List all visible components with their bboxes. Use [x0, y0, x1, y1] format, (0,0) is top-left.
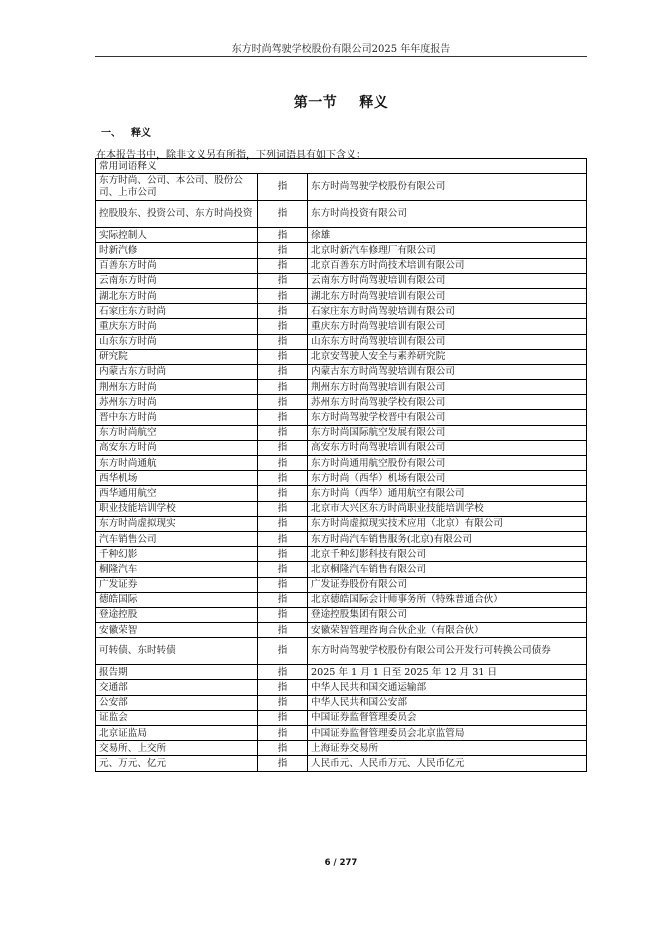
section-label: 第一节: [293, 95, 338, 111]
definition-cell: 东方时尚通用航空股份有限公司: [308, 456, 587, 471]
definition-cell: 北京百善东方时尚技术培训有限公司: [308, 258, 587, 273]
subheading-number: 一、: [101, 128, 121, 139]
definition-cell: 苏州东方时尚驾驶学校有限公司: [308, 395, 587, 410]
definition-cell: 东方时尚（西华）通用航空有限公司: [308, 486, 587, 501]
ref-cell: 指: [258, 410, 308, 425]
table-row: [96, 592, 587, 607]
term-cell: 山东东方时尚: [96, 334, 258, 349]
table-row: [96, 364, 587, 379]
table-caption-row: [96, 159, 587, 174]
term-cell: 安徽荣智: [96, 623, 258, 638]
definition-cell: 山东东方时尚驾驶培训有限公司: [308, 334, 587, 349]
intro-text: 在本报告书中，除非文义另有所指，下列词语具有如下含义：: [96, 150, 366, 161]
definition-cell: 人民币元、人民币万元、人民币亿元: [308, 756, 587, 771]
page-number: 6 / 277: [324, 858, 358, 868]
term-cell: 苏州东方时尚: [96, 395, 258, 410]
definition-cell: 中国证券监督管理委员会: [308, 710, 587, 725]
definition-cell: 东方时尚（西华）机场有限公司: [308, 471, 587, 486]
ref-cell: 指: [258, 471, 308, 486]
table-row: [96, 334, 587, 349]
table-caption: 常用词语释义: [96, 159, 587, 174]
term-cell: 时新汽修: [96, 243, 258, 258]
term-cell: 重庆东方时尚: [96, 319, 258, 334]
definitions-table: [95, 158, 587, 772]
term-cell: 千种幻影: [96, 547, 258, 562]
table-row: [96, 486, 587, 501]
table-row: [96, 228, 587, 243]
term-cell: 东方时尚通航: [96, 456, 258, 471]
table-row: [96, 258, 587, 273]
ref-cell: 指: [258, 680, 308, 695]
ref-cell: 指: [258, 623, 308, 638]
table-row: [96, 201, 587, 228]
definition-cell: 2025 年 1 月 1 日至 2025 年 12 月 31 日: [308, 665, 587, 680]
table-row: [96, 638, 587, 665]
definition-cell: 中华人民共和国公安部: [308, 695, 587, 710]
definition-cell: 广发证券股份有限公司: [308, 577, 587, 592]
table-row: [96, 547, 587, 562]
term-cell: 石家庄东方时尚: [96, 304, 258, 319]
definition-cell: 东方时尚汽车销售服务(北京)有限公司: [308, 531, 587, 546]
definition-cell: 北京市大兴区东方时尚职业技能培训学校: [308, 501, 587, 516]
term-cell: 证监会: [96, 710, 258, 725]
term-cell: 云南东方时尚: [96, 273, 258, 288]
term-cell: 晋中东方时尚: [96, 410, 258, 425]
definition-cell: 东方时尚驾驶学校股份有限公司: [308, 174, 587, 201]
definition-cell: 东方时尚虚拟现实技术应用（北京）有限公司: [308, 516, 587, 531]
subheading-text: 释义: [131, 128, 151, 139]
table-row: [96, 273, 587, 288]
ref-cell: 指: [258, 592, 308, 607]
table-row: [96, 288, 587, 303]
ref-cell: 指: [258, 334, 308, 349]
term-cell: 湖北东方时尚: [96, 288, 258, 303]
term-cell: 百善东方时尚: [96, 258, 258, 273]
ref-cell: 指: [258, 228, 308, 243]
term-cell: 职业技能培训学校: [96, 501, 258, 516]
ref-cell: 指: [258, 319, 308, 334]
term-cell: 可转债、东时转债: [96, 638, 258, 665]
definition-cell: 北京安驾驶人安全与素养研究院: [308, 349, 587, 364]
ref-cell: 指: [258, 710, 308, 725]
table-row: [96, 501, 587, 516]
ref-cell: 指: [258, 726, 308, 741]
definition-cell: 北京桐隆汽车销售有限公司: [308, 562, 587, 577]
ref-cell: 指: [258, 577, 308, 592]
ref-cell: 指: [258, 486, 308, 501]
term-cell: 东方时尚虚拟现实: [96, 516, 258, 531]
header-rule: [95, 56, 587, 57]
ref-cell: 指: [258, 304, 308, 319]
ref-cell: 指: [258, 741, 308, 756]
table-row: [96, 243, 587, 258]
table-row: [96, 380, 587, 395]
section-title: [95, 92, 587, 112]
definition-cell: 荆州东方时尚驾驶培训有限公司: [308, 380, 587, 395]
definition-cell: 东方时尚驾驶学校晋中有限公司: [308, 410, 587, 425]
definition-cell: 重庆东方时尚驾驶培训有限公司: [308, 319, 587, 334]
definition-cell: 石家庄东方时尚驾驶培训有限公司: [308, 304, 587, 319]
term-cell: 实际控制人: [96, 228, 258, 243]
term-cell: 研究院: [96, 349, 258, 364]
table-row: [96, 174, 587, 201]
ref-cell: 指: [258, 440, 308, 455]
term-cell: 交通部: [96, 680, 258, 695]
ref-cell: 指: [258, 425, 308, 440]
table-row: [96, 425, 587, 440]
ref-cell: 指: [258, 380, 308, 395]
table-row: [96, 471, 587, 486]
term-cell: 元、万元、亿元: [96, 756, 258, 771]
definition-cell: 高安东方时尚驾驶培训有限公司: [308, 440, 587, 455]
ref-cell: 指: [258, 174, 308, 201]
definition-cell: 北京时新汽车修理厂有限公司: [308, 243, 587, 258]
ref-cell: 指: [258, 258, 308, 273]
term-cell: 登途控股: [96, 607, 258, 622]
definition-cell: 安徽荣智管理咨询合伙企业（有限合伙）: [308, 623, 587, 638]
definition-cell: 上海证券交易所: [308, 741, 587, 756]
section-name: 释义: [359, 95, 389, 111]
ref-cell: 指: [258, 273, 308, 288]
definition-cell: 中国证券监督管理委员会北京监管局: [308, 726, 587, 741]
term-cell: 东方时尚、公司、本公司、股份公司、上市公司: [96, 174, 258, 201]
table-row: [96, 319, 587, 334]
term-cell: 北京证监局: [96, 726, 258, 741]
ref-cell: 指: [258, 547, 308, 562]
table-row: [96, 665, 587, 680]
table-row: [96, 516, 587, 531]
definition-cell: 东方时尚驾驶学校股份有限公司公开发行可转换公司债券: [308, 638, 587, 665]
definition-cell: 徐雄: [308, 228, 587, 243]
ref-cell: 指: [258, 395, 308, 410]
term-cell: 西华通用航空: [96, 486, 258, 501]
term-cell: 广发证券: [96, 577, 258, 592]
term-cell: 西华机场: [96, 471, 258, 486]
table-row: [96, 607, 587, 622]
ref-cell: 指: [258, 201, 308, 228]
ref-cell: 指: [258, 349, 308, 364]
definition-cell: 内蒙古东方时尚驾驶培训有限公司: [308, 364, 587, 379]
ref-cell: 指: [258, 756, 308, 771]
table-row: [96, 756, 587, 771]
table-row: [96, 562, 587, 577]
definition-cell: 东方时尚国际航空发展有限公司: [308, 425, 587, 440]
ref-cell: 指: [258, 516, 308, 531]
term-cell: 东方时尚航空: [96, 425, 258, 440]
ref-cell: 指: [258, 665, 308, 680]
definition-cell: 北京德皓国际会计师事务所（特殊普通合伙）: [308, 592, 587, 607]
ref-cell: 指: [258, 531, 308, 546]
table-row: [96, 680, 587, 695]
ref-cell: 指: [258, 638, 308, 665]
term-cell: 桐隆汽车: [96, 562, 258, 577]
table-row: [96, 395, 587, 410]
term-cell: 交易所、上交所: [96, 741, 258, 756]
ref-cell: 指: [258, 364, 308, 379]
table-row: [96, 456, 587, 471]
subheading: [101, 124, 151, 139]
table-row: [96, 577, 587, 592]
term-cell: 公安部: [96, 695, 258, 710]
term-cell: 高安东方时尚: [96, 440, 258, 455]
ref-cell: 指: [258, 243, 308, 258]
page-header: 东方时尚驾驶学校股份有限公司2025 年年度报告: [231, 44, 451, 55]
ref-cell: 指: [258, 288, 308, 303]
term-cell: 内蒙古东方时尚: [96, 364, 258, 379]
table-row: [96, 349, 587, 364]
term-cell: 荆州东方时尚: [96, 380, 258, 395]
definition-cell: 中华人民共和国交通运输部: [308, 680, 587, 695]
term-cell: 汽车销售公司: [96, 531, 258, 546]
table-row: [96, 531, 587, 546]
definition-cell: 东方时尚投资有限公司: [308, 201, 587, 228]
table-row: [96, 695, 587, 710]
definition-cell: 云南东方时尚驾驶培训有限公司: [308, 273, 587, 288]
ref-cell: 指: [258, 562, 308, 577]
definition-cell: 湖北东方时尚驾驶培训有限公司: [308, 288, 587, 303]
term-cell: 报告期: [96, 665, 258, 680]
term-cell: 控股股东、投资公司、东方时尚投资: [96, 201, 258, 228]
table-row: [96, 623, 587, 638]
definition-cell: 北京千种幻影科技有限公司: [308, 547, 587, 562]
ref-cell: 指: [258, 501, 308, 516]
ref-cell: 指: [258, 607, 308, 622]
table-row: [96, 410, 587, 425]
table-row: [96, 710, 587, 725]
ref-cell: 指: [258, 456, 308, 471]
table-row: [96, 726, 587, 741]
ref-cell: 指: [258, 695, 308, 710]
table-row: [96, 304, 587, 319]
term-cell: 德皓国际: [96, 592, 258, 607]
table-row: [96, 440, 587, 455]
table-row: [96, 741, 587, 756]
definition-cell: 登途控股集团有限公司: [308, 607, 587, 622]
